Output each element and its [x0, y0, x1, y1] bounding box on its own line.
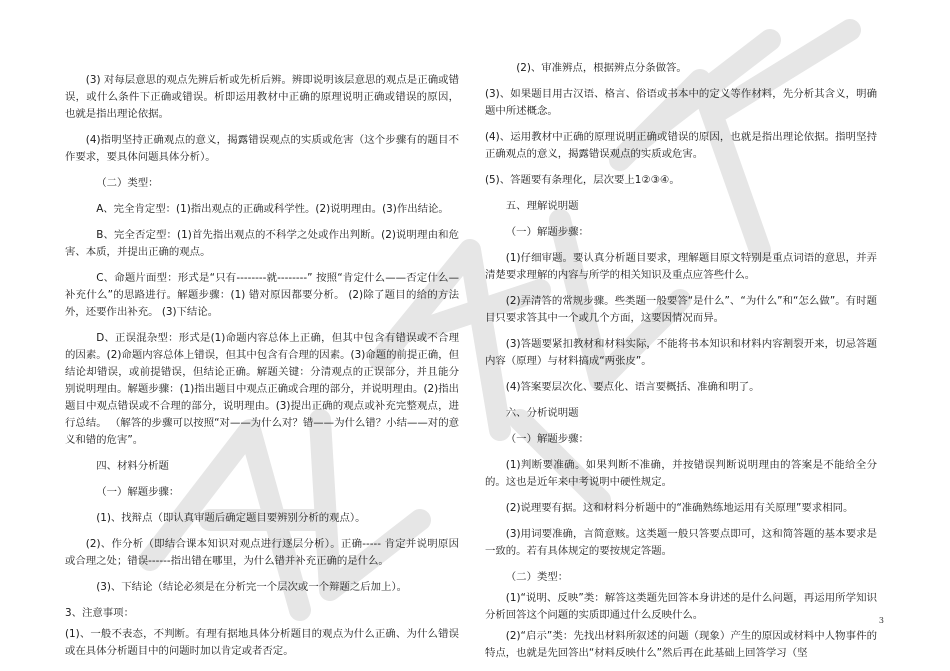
paragraph: (4)、运用教材中正确的原理说明正确或错误的原因，也就是指出理论依据。指明坚持正确观点的意义，揭露错误观点的实质或危害。: [485, 131, 877, 160]
section-subheading: （二）类型：: [505, 571, 569, 583]
paragraph: (1)、一般不表态，不判断。有理有据地具体分析题目的观点为什么正确、为什么错误或在具体分析题目中的问题时加以肯定或者否定。: [65, 628, 459, 657]
section-subheading: （二）类型：: [96, 177, 159, 189]
paragraph: (1)“说明、反映”类：解答这类题先回答本身讲述的是什么问题，再运用所学知识分析回答这个问题的实质即通过什么反映什么。: [485, 592, 877, 621]
section-heading: 五、理解说明题: [505, 200, 579, 212]
paragraph: (2)“启示”类：先找出材料所叙述的问题（现象）产生的原因或材料中人物事件的特点，也就是先回答出“材料反映什么”然后再在此基础上回答学习（坚: [485, 630, 877, 659]
section-subheading: （一）解题步骤：: [505, 433, 589, 445]
paragraph: (3)答题要紧扣教材和材料实际，不能将书本知识和材料内容割裂开来，切忌答题内容（原理）与材料搞成“两张皮”。: [485, 338, 877, 367]
paragraph: (4)指明坚持正确观点的意义，揭露错误观点的实质或危害（这个步骤有的题目不作要求，要具体问题具体分析）。: [65, 134, 459, 163]
paragraph: (1)仔细审题。要认真分析题目要求，理解题目原文特别是重点词语的意思，并弄清楚要求理解的内容与所学的相关知识及重点应答些什么。: [485, 252, 877, 281]
left-column: [65, 72, 459, 669]
paragraph: B、完全否定型：(1)首先指出观点的不科学之处或作出判断。(2)说明理由和危害、本质，并提出正确的观点。: [65, 229, 459, 258]
paragraph: (4)答案要层次化、要点化、语言要概括、准确和明了。: [505, 381, 760, 393]
section-heading: 四、材料分析题: [96, 460, 169, 472]
paragraph: (5)、答题要有条理化，层次要上1②③④。: [485, 174, 680, 186]
section-subheading: （一）解题步骤：: [96, 486, 180, 498]
paragraph: (2)、审准辨点，根据辨点分条做答。: [516, 62, 687, 74]
paragraph: (3)、如果题目用古汉语、格言、俗语或书本中的定义等作材料，先分析其含义，明确题中所述概念。: [485, 88, 877, 117]
right-column: [485, 60, 877, 671]
paragraph: (2)说理要有据。这和材料分析题中的“准确熟练地运用有关原理”要求相同。: [505, 502, 854, 514]
section-heading: 六、分析说明题: [505, 407, 579, 419]
paragraph: C、命题片面型：形式是“只有--------就--------” 按照“肯定什么——否定什么—补充什么”的思路进行。解题步骤：(1) 错对原因都要分析。 (2)除了题目的给的方法外，还要作出补充。 (3)下结论。: [65, 272, 459, 318]
paragraph: A、完全肯定型：(1)指出观点的正确或科学性。(2)说明理由。(3)作出结论。: [96, 203, 449, 215]
paragraph: D、正误混杂型：形式是(1)命题内容总体上正确，但其中包含有错误或不合理的因素。(2)命题内容总体上错误，但其中包含有合理的因素。(3)命题的前提正确，但结论却错误，或前提错误，但结论正确。解题关键：分清观点的正误部分，并且能分别说明理由。解题步骤：(1)指出题目中观点正确或合理的部分，并说明理由。(2)指出题目中观点错误或不合理的部分，说明理由。(3)提出正确的观点或补充完整观点，进行总结。 （解答的步骤可以按照“对——为什么对？错——为什么错？小结——对的意义和错的危害”。: [65, 332, 459, 446]
paragraph: (2)弄清答的常规步骤。些类题一般要答“是什么”、“为什么”和“怎么做”。有时题目只要求答其中一个或几个方面，这要因情况而异。: [485, 295, 877, 324]
paragraph: (2)、作分析（即结合课本知识对观点进行逐层分析）。正确----- 肯定并说明原因或合理之处；错误------指出错在哪里，为什么错并补充正确的是什么。: [65, 538, 459, 567]
section-subheading: （一）解题步骤：: [505, 226, 589, 238]
paragraph: (3)用词要准确，言简意赅。这类题一般只答要点即可，这和简答题的基本要求是一致的。若有具体规定的要按规定答题。: [485, 528, 877, 557]
paragraph: (1)、找辩点（即认真审题后确定题目要辨别分析的观点）。: [96, 512, 366, 524]
page-number: 3: [878, 616, 884, 625]
paragraph: (3) 对每层意思的观点先辨后析或先析后辨。辨即说明该层意思的观点是正确或错误，或什么条件下正确或错误。析即运用教材中正确的原理说明正确或错误的原因，也就是指出理论依据。: [65, 74, 459, 120]
paragraph: (1)判断要准确。如果判断不准确，并按错误判断说明理由的答案是不能给全分的。这也是近年来中考说明中硬性规定。: [485, 459, 877, 488]
paragraph: (3)、下结论（结论必须是在分析完一个层次或一个辩题之后加上）。: [96, 581, 408, 593]
section-heading: 3、注意事项：: [65, 607, 134, 619]
